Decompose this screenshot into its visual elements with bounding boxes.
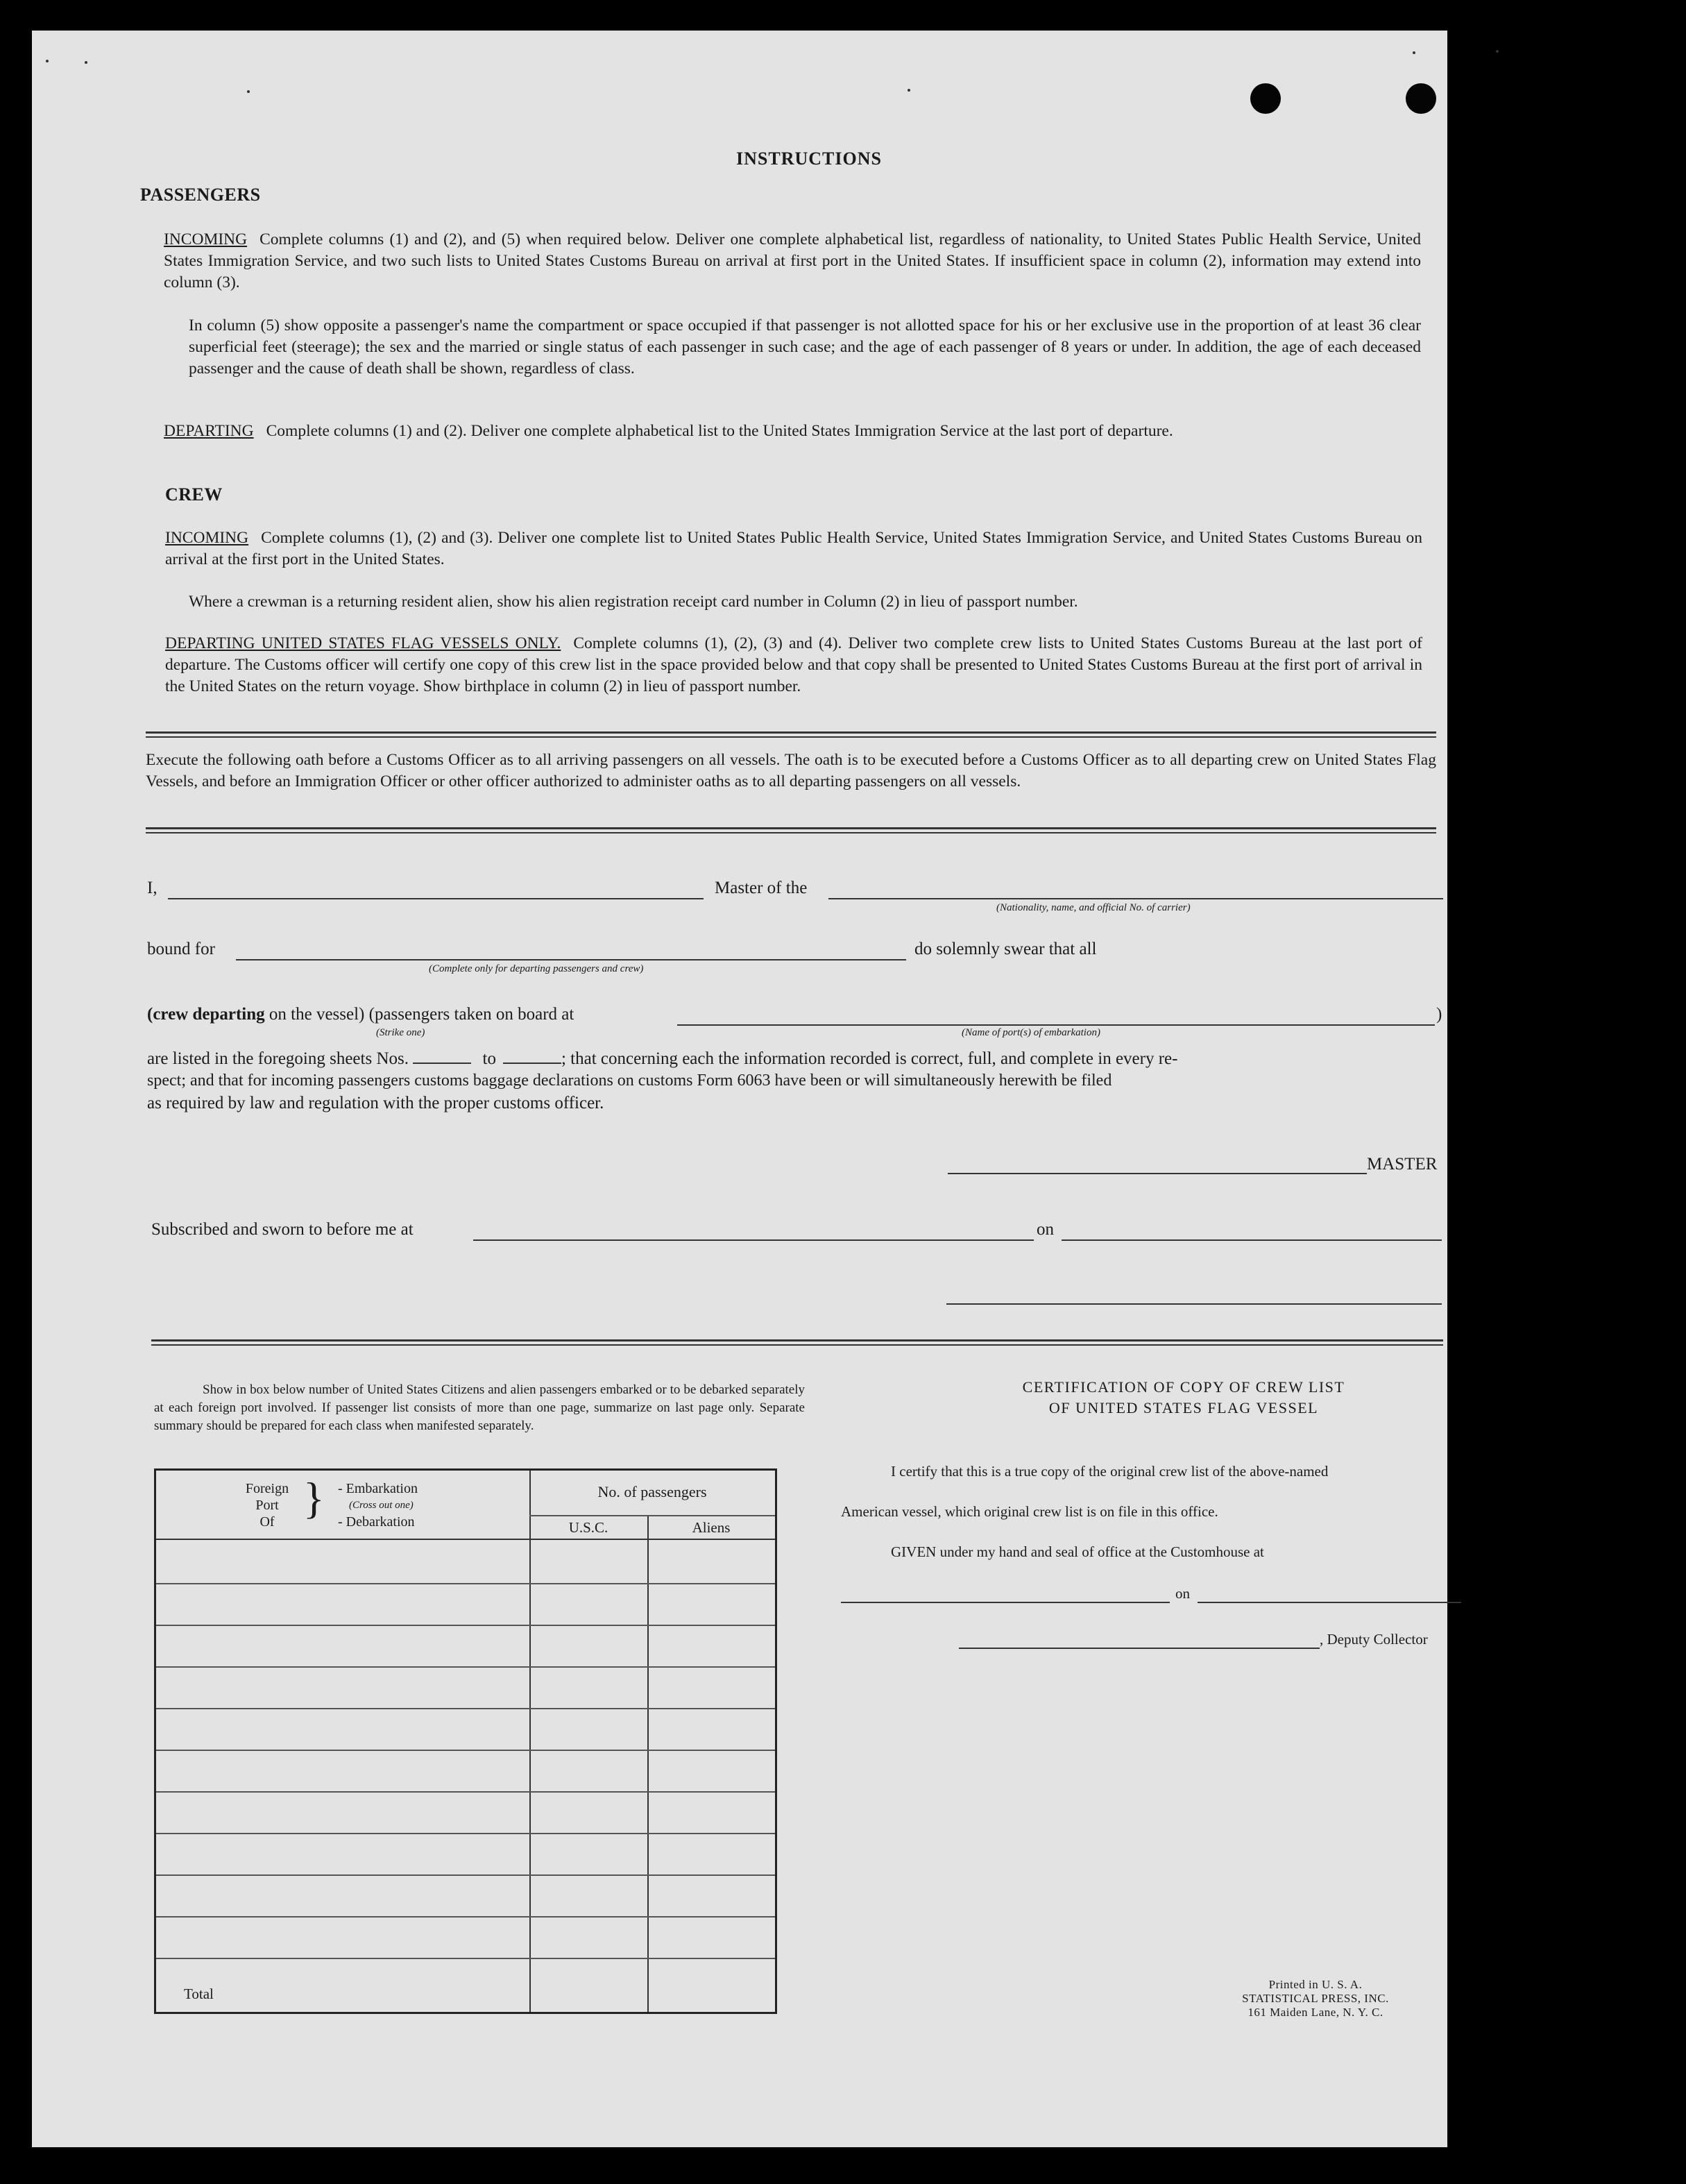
crew-incoming-text: Complete columns (1), (2) and (3). Deliver one complete list to United States Public Health Service, United States Immigration Service, and United States Customs Bureau on arrival at the first port in the United States. bbox=[165, 529, 1422, 568]
subscribed-label: Subscribed and sworn to before me at bbox=[151, 1220, 414, 1239]
bound-for-caption: (Complete only for departing passengers and crew) bbox=[429, 963, 644, 974]
table-row[interactable] bbox=[156, 1833, 775, 1834]
certification-heading-line2: OF UNITED STATES FLAG VESSEL bbox=[1048, 1399, 1319, 1416]
sheets-line bbox=[147, 1049, 1438, 1069]
speck bbox=[1413, 51, 1415, 54]
page-title: INSTRUCTIONS bbox=[736, 149, 882, 169]
certification-heading bbox=[871, 1377, 1496, 1419]
printer-imprint bbox=[1211, 1978, 1420, 2020]
cert-on-label: on bbox=[1175, 1585, 1190, 1602]
punch-hole-right bbox=[1406, 83, 1436, 114]
port-label-line: Port bbox=[255, 1498, 279, 1513]
usc-header: U.S.C. bbox=[568, 1519, 608, 1536]
debarkation-option[interactable]: - Debarkation bbox=[338, 1514, 415, 1530]
table-divider bbox=[529, 1471, 531, 2012]
embark-debark-options bbox=[338, 1480, 418, 1530]
bound-for-label: bound for bbox=[147, 940, 215, 958]
summary-instructions: Show in box below number of United States Citizens and alien passengers embarked or to be debarked separately at each foreign port involved. If passenger list consists of more than one page, summarize on last page only. Separate summary should be prepared for each class when manifested separately. bbox=[154, 1382, 805, 1433]
oath-rest-line3: as required by law and regulation with the proper customs officer. bbox=[147, 1094, 604, 1112]
embarkation-ports-field[interactable] bbox=[677, 1024, 1435, 1026]
table-row[interactable] bbox=[156, 1750, 775, 1751]
passengers-option[interactable]: on the vessel) (passengers taken on board at bbox=[269, 1005, 574, 1024]
table-row[interactable] bbox=[156, 1916, 775, 1918]
speck bbox=[1496, 50, 1499, 53]
ports-caption: (Name of port(s) of embarkation) bbox=[962, 1027, 1100, 1038]
bound-for-field[interactable] bbox=[236, 959, 906, 960]
total-label: Total bbox=[184, 1986, 214, 2002]
table-row[interactable] bbox=[156, 1625, 775, 1626]
form-page bbox=[32, 31, 1447, 2147]
crew-departing-paragraph bbox=[165, 633, 1422, 697]
speck bbox=[46, 60, 49, 62]
crew-departing-text: Complete columns (1), (2), (3) and (4). Deliver two complete crew lists to United States Customs Bureau at the last port of departure. The Customs officer will certify one copy of this crew list in the space provided below and that copy shall be presented to United States Customs Bureau at the first port of arrival in the United States on the return voyage. Show birthplace in column (2) in lieu of passport number. bbox=[165, 634, 1422, 695]
port-label-line: Foreign bbox=[245, 1481, 289, 1496]
crew-heading: CREW bbox=[165, 484, 223, 505]
carrier-caption: (Nationality, name, and official No. of carrier) bbox=[996, 902, 1191, 913]
strike-one-caption: (Strike one) bbox=[376, 1027, 425, 1038]
passengers-column5-paragraph: In column (5) show opposite a passenger's name the compartment or space occupied if that passenger is not allotted space for his or her exclusive use in the proportion of at least 36 clear superficial feet (steerage); the sex and the married or single status of each passenger in such case; and the age of each passenger of 8 years or under. In addition, the age of each deceased passenger and the cause of death shall be shown, regardless of class. bbox=[189, 316, 1421, 378]
deputy-collector-label: , Deputy Collector bbox=[1320, 1631, 1428, 1648]
crew-departing-label: DEPARTING UNITED STATES FLAG VESSELS ONLY. bbox=[165, 634, 561, 652]
table-divider bbox=[529, 1515, 775, 1516]
crew-resident-paragraph: Where a crewman is a returning resident alien, show his alien registration receipt card number in Column (2) in lieu of passport number. bbox=[189, 593, 1078, 611]
cert-date-field[interactable] bbox=[1198, 1602, 1461, 1603]
sheets-from-field[interactable] bbox=[413, 1063, 471, 1064]
table-row[interactable] bbox=[156, 1583, 775, 1584]
table-row[interactable] bbox=[156, 1666, 775, 1668]
master-label: MASTER bbox=[1367, 1155, 1438, 1174]
no-of-passengers-header: No. of passengers bbox=[597, 1483, 707, 1500]
speck bbox=[247, 90, 250, 93]
table-row[interactable] bbox=[156, 1874, 775, 1876]
oath-instructions: Execute the following oath before a Customs Officer as to all arriving passengers on all vessels. The oath is to be executed before a Customs Officer as to all departing crew on United States Flag Vessels, and before an Immigration Officer or other officer authorized to administer oaths as to all departing passengers on all vessels. bbox=[146, 751, 1436, 790]
sheets-to-field[interactable] bbox=[503, 1063, 561, 1064]
punch-hole-left bbox=[1250, 83, 1281, 114]
deputy-signature-field[interactable] bbox=[959, 1648, 1320, 1649]
master-signature-field[interactable] bbox=[948, 1173, 1367, 1174]
officer-signature-field[interactable] bbox=[946, 1303, 1442, 1305]
foreign-port-label bbox=[232, 1480, 302, 1530]
table-row[interactable] bbox=[156, 1708, 775, 1709]
printer-line1: Printed in U. S. A. bbox=[1268, 1978, 1363, 1991]
passengers-incoming-label: INCOMING bbox=[164, 230, 248, 248]
embarkation-option[interactable]: - Embarkation bbox=[338, 1481, 418, 1496]
speck bbox=[908, 89, 910, 92]
divider-rule bbox=[146, 731, 1436, 738]
divider-rule bbox=[151, 1339, 1443, 1346]
divider-rule bbox=[146, 827, 1436, 833]
sworn-on-label: on bbox=[1037, 1220, 1054, 1239]
certify-line2: American vessel, which original crew list is on file in this office. bbox=[841, 1503, 1218, 1520]
brace-icon: } bbox=[303, 1473, 325, 1523]
table-row[interactable] bbox=[156, 1958, 775, 1959]
port-label-line: Of bbox=[259, 1514, 275, 1530]
table-header-divider bbox=[156, 1539, 775, 1540]
passengers-heading: PASSENGERS bbox=[140, 185, 261, 205]
passengers-incoming-text: Complete columns (1) and (2), and (5) when required below. Deliver one complete alphabetical list, regardless of nationality, to United States Public Health Service, United States Immigration Service, and two such lists to United States Customs Bureau on arrival at first port in the United States. If insufficient space in column (2), information may extend into column (3). bbox=[164, 230, 1421, 291]
given-line: GIVEN under my hand and seal of office at the Customhouse at bbox=[891, 1543, 1264, 1560]
passengers-incoming-paragraph bbox=[164, 229, 1421, 294]
master-name-field[interactable] bbox=[168, 898, 704, 899]
certification-heading-line1: CERTIFICATION OF COPY OF CREW LIST bbox=[1022, 1378, 1345, 1396]
printer-line2: STATISTICAL PRESS, INC. bbox=[1242, 1992, 1389, 2005]
passengers-departing-label: DEPARTING bbox=[164, 422, 254, 440]
solemnly-swear-text: do solemnly swear that all bbox=[914, 940, 1097, 958]
printer-line3: 161 Maiden Lane, N. Y. C. bbox=[1248, 2006, 1383, 2019]
table-row[interactable] bbox=[156, 1791, 775, 1793]
sworn-location-field[interactable] bbox=[473, 1239, 1034, 1241]
oath-i: I, bbox=[147, 879, 157, 897]
oath-rest-line2: spect; and that for incoming passengers customs baggage declarations on customs Form 6063 have been or will simultaneously herewith be filed bbox=[147, 1072, 1112, 1090]
crew-departing-option[interactable]: (crew departing bbox=[147, 1005, 265, 1024]
passengers-departing-paragraph bbox=[164, 421, 1421, 442]
crew-incoming-paragraph bbox=[165, 527, 1422, 570]
passenger-summary-table bbox=[154, 1468, 777, 2014]
crew-passengers-line bbox=[147, 1005, 574, 1024]
aliens-header: Aliens bbox=[692, 1519, 731, 1536]
speck bbox=[85, 61, 87, 64]
cross-out-caption: (Cross out one) bbox=[349, 1500, 414, 1511]
crew-incoming-label: INCOMING bbox=[165, 529, 249, 547]
close-paren: ) bbox=[1436, 1005, 1442, 1024]
master-of-the-label: Master of the bbox=[715, 879, 808, 897]
certify-line1: I certify that this is a true copy of the original crew list of the above-named bbox=[891, 1463, 1329, 1480]
to-text: to bbox=[482, 1049, 496, 1068]
passengers-departing-text: Complete columns (1) and (2). Deliver one complete alphabetical list to the United States Immigration Service at the last port of departure. bbox=[266, 422, 1173, 440]
customhouse-field[interactable] bbox=[841, 1602, 1170, 1603]
carrier-field[interactable] bbox=[828, 898, 1443, 899]
oath-rest-line1: ; that concerning each the information recorded is correct, full, and complete in every re- bbox=[561, 1049, 1178, 1068]
table-divider bbox=[647, 1515, 649, 2012]
sworn-date-field[interactable] bbox=[1062, 1239, 1442, 1241]
listed-in-text: are listed in the foregoing sheets Nos. bbox=[147, 1049, 409, 1068]
